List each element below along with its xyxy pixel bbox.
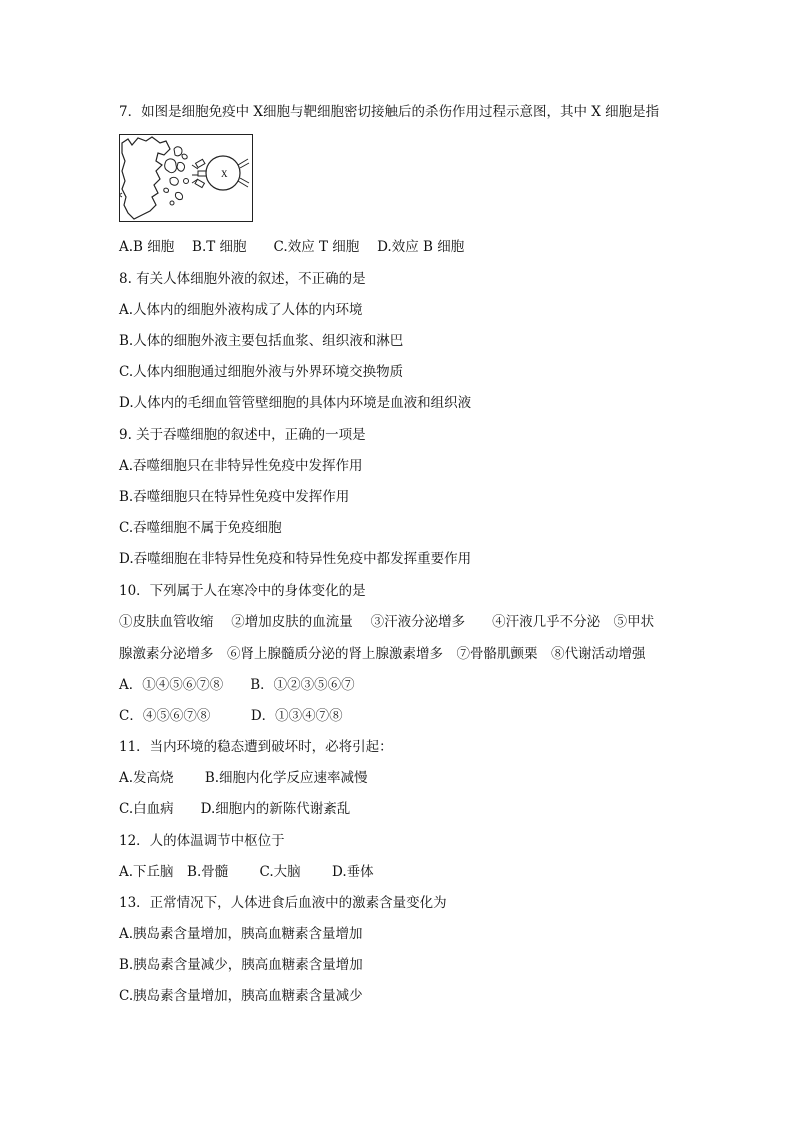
q13-option-a: A.胰岛素含量增加，胰高血糖素含量增加 — [119, 926, 363, 942]
q11-options-cd: C.白血病 D.细胞内的新陈代谢紊乱 — [119, 801, 351, 817]
q9-option-d: D.吞噬细胞在非特异性免疫和特异性免疫中都发挥重要作用 — [119, 551, 472, 567]
q12-options: A.下丘脑 B.骨髓 C.大脑 D.垂体 — [119, 864, 374, 880]
cell-fragment — [165, 159, 177, 173]
q8-option-a: A.人体内的细胞外液构成了人体的内环境 — [119, 302, 363, 318]
cell-fragment — [170, 177, 178, 185]
q10-options-cd: C．④⑤⑥⑦⑧ D．①③④⑦⑧ — [119, 708, 343, 724]
q10-items-line1: ①皮肤血管收缩 ②增加皮肤的血流量 ③汗液分泌增多 ④汗液几乎不分泌 ⑤甲状 — [119, 614, 655, 630]
q8-stem: 8. 有关人体细胞外液的叙述，不正确的是 — [119, 271, 366, 287]
cell-fragment — [175, 192, 182, 199]
target-cell-shape — [122, 137, 170, 219]
q9-option-c: C.吞噬细胞不属于免疫细胞 — [119, 520, 282, 536]
cell-fragment — [170, 201, 174, 205]
q13-option-c: C.胰岛素含量增加，胰高血糖素含量减少 — [119, 988, 363, 1004]
q11-stem: 11．当内环境的稳态遭到破坏时，必将引起： — [119, 739, 393, 755]
receptor — [196, 159, 205, 167]
q7-stem: 7．如图是细胞免疫中 X细胞与靶细胞密切接触后的杀伤作用过程示意图，其中 X 细胞是指 — [119, 104, 660, 120]
cell-fragment — [184, 179, 189, 184]
q9-option-b: B.吞噬细胞只在特异性免疫中发挥作用 — [119, 489, 350, 505]
q8-option-b: B.人体的细胞外液主要包括血浆、组织液和淋巴 — [119, 333, 404, 349]
cell-fragment — [182, 154, 187, 159]
receptor-stem — [238, 159, 249, 168]
q9-option-a: A.吞噬细胞只在非特异性免疫中发挥作用 — [119, 458, 363, 474]
cell-fragment — [174, 147, 182, 156]
receptor-stem — [238, 178, 249, 187]
q10-stem: 10．下列属于人在寒冷中的身体变化的是 — [119, 583, 366, 599]
q13-option-b: B.胰岛素含量减少，胰高血糖素含量增加 — [119, 957, 363, 973]
q10-items-line2: 腺激素分泌增多 ⑥肾上腺髓质分泌的肾上腺激素增多 ⑦骨骼肌颤栗 ⑧代谢活动增强 — [119, 646, 646, 662]
target-cell-spike — [120, 193, 122, 197]
q10-options-ab: A．①④⑤⑥⑦⑧ B．①②③⑤⑥⑦ — [119, 677, 355, 693]
q13-stem: 13．正常情况下，人体进食后血液中的激素含量变化为 — [119, 895, 447, 911]
q11-options-ab: A.发高烧 B.细胞内化学反应速率减慢 — [119, 770, 368, 786]
cell-fragment — [177, 162, 185, 171]
q12-stem: 12．人的体温调节中枢位于 — [119, 833, 285, 849]
cell-diagram-illustration — [120, 135, 252, 221]
q8-option-d: D.人体内的毛细血管管壁细胞的具体内环境是血液和组织液 — [119, 395, 472, 411]
x-cell-label: X — [221, 169, 228, 179]
q9-stem: 9. 关于吞噬细胞的叙述中，正确的一项是 — [119, 427, 366, 443]
cell-fragment — [164, 188, 169, 192]
q8-option-c: C.人体内细胞通过细胞外液与外界环境交换物质 — [119, 364, 404, 380]
cell-immunity-figure — [119, 134, 253, 222]
q7-options: A.B 细胞 B.T 细胞 C.效应 T 细胞 D.效应 B 细胞 — [119, 239, 465, 255]
